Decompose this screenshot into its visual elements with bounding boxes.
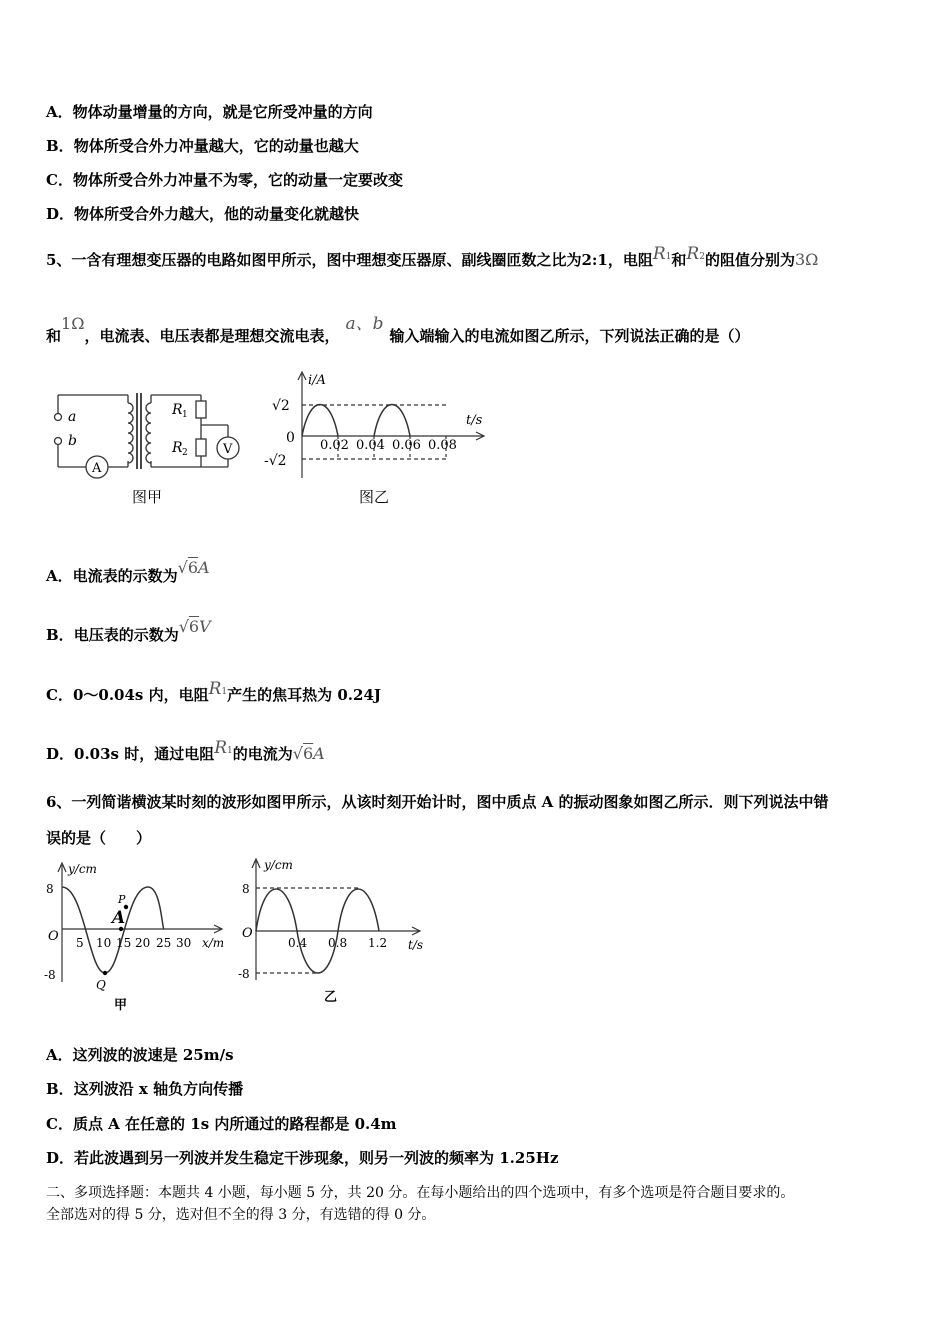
x-axis-label: x/m	[202, 936, 225, 950]
q4-option-b: B．物体所受合外力冲量越大，它的动量也越大	[46, 137, 359, 155]
q4-option-c: C．物体所受合外力冲量不为零，它的动量一定要改变	[46, 171, 403, 189]
y-tick-bottom: -8	[238, 967, 250, 981]
x-tick-2: 0.06	[392, 438, 421, 453]
y-axis-label: y/cm	[68, 862, 97, 876]
q6-stem-line1: 6、一列简谐横波某时刻的波形如图甲所示，从该时刻开始计时，图中质点 A 的振动图象如图乙所示．则下列说法中错	[46, 793, 829, 811]
q5-stem-line2: 和1Ω，电流表、电压表都是理想交流电表，a、b输入端输入的电流如图乙所示，下列说法正确的是（）	[46, 314, 750, 345]
label-q: Q	[96, 978, 106, 992]
fig-yi-caption: 图乙	[359, 488, 390, 506]
q6-stem-line2: 误的是（ ）	[46, 829, 152, 847]
y-tick-top: 8	[242, 882, 250, 896]
x-tick-5: 5	[76, 936, 84, 950]
q5-option-a: A．电流表的示数为√6A	[46, 558, 210, 585]
ammeter-label: A	[92, 461, 102, 476]
y-axis-label: i/A	[308, 373, 326, 388]
q4-option-a: A．物体动量增量的方向，就是它所受冲量的方向	[46, 103, 373, 121]
q5-option-b: B．电压表的示数为√6V	[46, 617, 211, 644]
origin-label: O	[48, 929, 59, 944]
q5-circuit-figure	[48, 385, 248, 510]
r2-label: R	[172, 440, 183, 456]
y-tick-bottom: -8	[44, 968, 56, 982]
r1-sub: 1	[182, 410, 188, 420]
y-axis-label: y/cm	[264, 858, 293, 872]
origin-label: O	[242, 926, 253, 941]
voltmeter-label: V	[223, 442, 233, 457]
x-tick-0-4: 0.4	[288, 936, 308, 950]
r1-label: R	[172, 402, 183, 418]
r2-sub: 2	[182, 448, 188, 458]
x-tick-1: 0.04	[356, 438, 385, 453]
section2-line1: 二、多项选择题：本题共 4 小题，每小题 5 分，共 20 分。在每小题给出的四个选项中，有多个选项是符合题目要求的。	[46, 1185, 795, 1201]
label-p: P	[118, 893, 126, 906]
label-a: A	[112, 908, 126, 928]
section2-instructions	[46, 1182, 916, 1226]
x-axis-label: t/s	[466, 413, 483, 428]
x-tick-15: 15	[116, 936, 132, 950]
y-tick-top: 8	[46, 882, 54, 896]
y-tick-pos: √2	[272, 398, 290, 414]
q6-option-a: A．这列波的波速是 25m/s	[46, 1046, 234, 1064]
x-tick-3: 0.08	[428, 438, 457, 453]
origin-label: 0	[286, 430, 295, 446]
q6-option-b: B．这列波沿 x 轴负方向传播	[46, 1080, 244, 1098]
y-tick-neg: -√2	[264, 453, 287, 469]
q6-option-c: C．质点 A 在任意的 1s 内所通过的路程都是 0.4m	[46, 1115, 397, 1133]
point-q	[103, 971, 107, 975]
x-tick-30: 30	[176, 936, 192, 950]
q5-option-c: C．0～0.04s 内，电阻R1产生的焦耳热为 0.24J	[46, 679, 381, 704]
terminal-b: b	[68, 433, 77, 449]
fig-yi-caption: 乙	[324, 990, 338, 1005]
x-tick-0: 0.02	[320, 438, 349, 453]
x-tick-25: 25	[156, 936, 172, 950]
fig-jia-caption: 图甲	[132, 488, 163, 506]
q5-stem-line1: 5、一含有理想变压器的电路如图甲所示，图中理想变压器原、副线圈匝数之比为2:1，电阻R1和R2的阻值分别为3Ω	[46, 244, 819, 269]
fig-jia-caption: 甲	[114, 998, 128, 1013]
q5-current-graph	[262, 368, 492, 510]
q4-option-d: D．物体所受合外力越大，他的动量变化就越快	[46, 205, 360, 223]
q6-vibration-graph	[238, 855, 428, 1007]
q6-option-d: D．若此波遇到另一列波并发生稳定干涉现象，则另一列波的频率为 1.25Hz	[46, 1149, 559, 1167]
x-axis-label: t/s	[408, 938, 424, 952]
section2-line2: 全部选对的得 5 分，选对但不全的得 3 分，有选错的得 0 分。	[46, 1207, 436, 1223]
x-tick-10: 10	[96, 936, 112, 950]
q5-option-d: D．0.03s 时，通过电阻R1的电流为√6A	[46, 738, 325, 763]
terminal-a: a	[68, 409, 77, 425]
x-tick-0-8: 0.8	[328, 936, 348, 950]
x-tick-1-2: 1.2	[368, 936, 388, 950]
q6-wave-graph	[44, 857, 234, 1015]
x-tick-20: 20	[135, 936, 151, 950]
